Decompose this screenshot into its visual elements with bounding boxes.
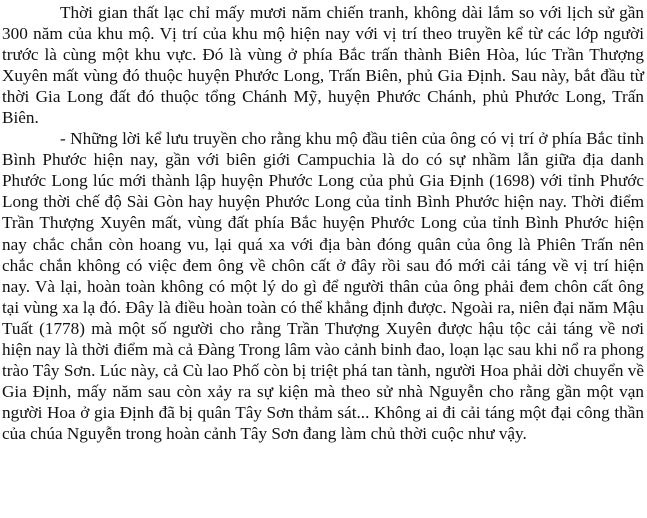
body-paragraph-1: Thời gian thất lạc chỉ mấy mươi năm chiến tranh, không dài lắm so với lịch sử gần 300 năm của khu mộ. Vị trí của khu mộ hiện nay với vị trí theo truyền kể từ các lớp người trước là cùng một khu vực. Đó là vùng ở phía Bắc trấn thành Biên Hòa, lúc Trần Thượng Xuyên mất vùng đó thuộc huyện Phước Long, Trấn Biên, phủ Gia Định. Sau này, bắt đầu từ thời Gia Long đất đó thuộc tổng Chánh Mỹ, huyện Phước Chánh, phủ Phước Long, Trấn Biên. — [2, 3, 644, 128]
body-paragraph-2: - Những lời kể lưu truyền cho rằng khu mộ đầu tiên của ông có vị trí ở phía Bắc tỉnh Bình Phước hiện nay, gần với biên giới Campuchia là do có sự nhầm lẫn giữa địa danh Phước Long lúc mới thành lập huyện Phước Long của phủ Gia Định (1698) với tỉnh Phước Long thời chế độ Sài Gòn hay huyện Phước Long của tỉnh Bình Phước hiện nay. Thời điểm Trần Thượng Xuyên mất, vùng đất phía Bắc huyện Phước Long của tỉnh Bình Phước hiện nay chắc chắn còn hoang vu, lại quá xa với địa bàn đóng quân của ông là Phiên Trấn nên chắc chắn không có việc đem ông về chôn cất ở đây rồi sau đó mới cải táng về vị trí hiện nay. Và lại, hoàn toàn không có một lý do gì để người thân của ông phải đem chôn cất ông tại vùng xa lạ đó. Đây là điều hoàn toàn có thể khẳng định được. Ngoài ra, niên đại năm Mậu Tuất (1778) mà một số người cho rằng Trần Thượng Xuyên được hậu tộc cải táng về nơi hiện nay là thời điểm mà cả Đàng Trong lâm vào cảnh binh đao, loạn lạc sau khi nổ ra phong trào Tây Sơn. Lúc này, cả Cù lao Phố còn bị triệt phá tan tành, người Hoa phải dời chuyển về Gia Định, mấy năm sau còn xảy ra sự kiện mà theo sử nhà Nguyễn cho rằng gần một vạn người Hoa ở gia Định đã bị quân Tây Sơn thảm sát... Không ai đi cải táng một đại công thần của chúa Nguyễn trong hoàn cảnh Tây Sơn đang làm chủ thời cuộc như vậy. — [2, 129, 644, 443]
